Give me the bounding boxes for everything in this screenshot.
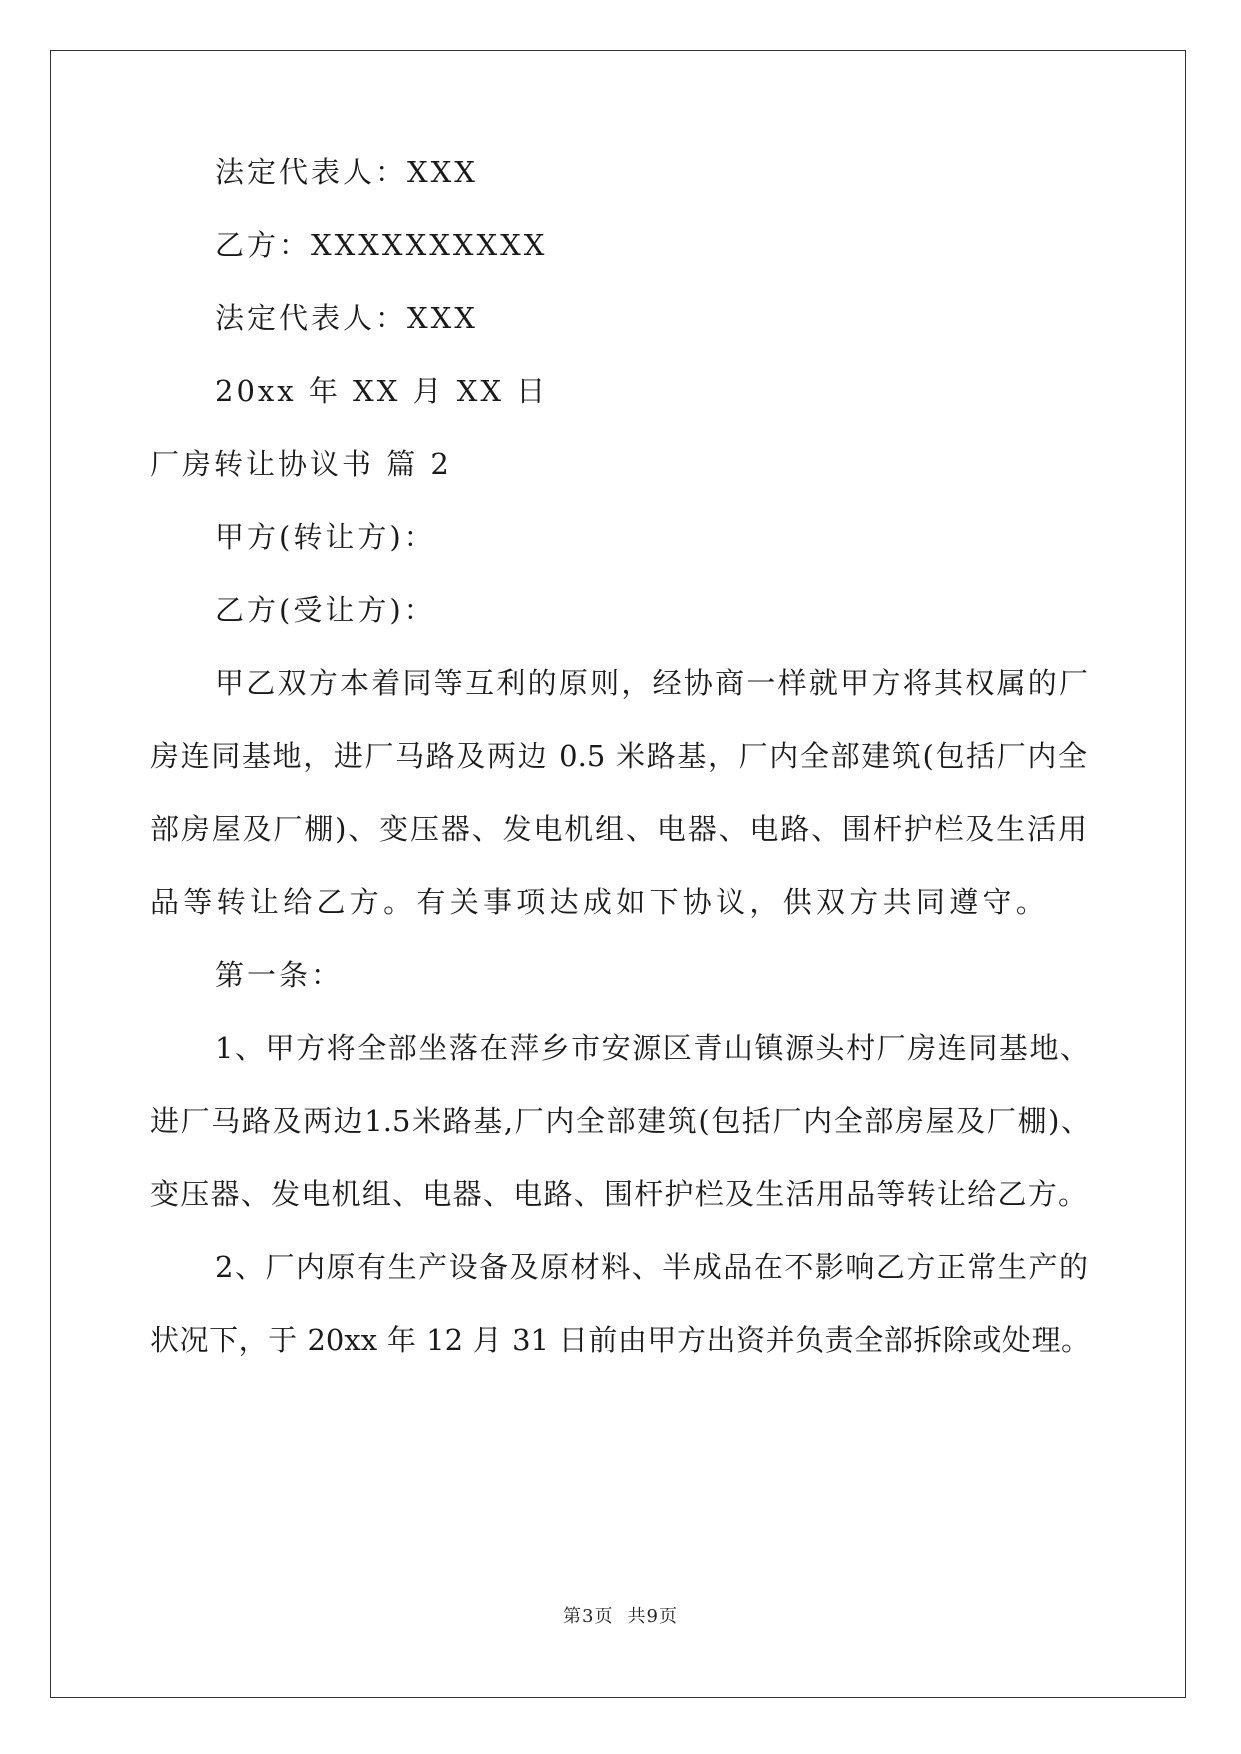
clause-1-line-3: 变压器、发电机组、电器、电路、围杆护栏及生活用品等转让给乙方。 — [150, 1177, 1087, 1211]
clause-1-line-1: 1、甲方将全部坐落在萍乡市安源区青山镇源头村厂房连同基地、 — [215, 1031, 1089, 1065]
party-b-line: 乙方：XXXXXXXXXX — [215, 228, 548, 262]
intro-paragraph-line-2: 房连同基地，进厂马路及两边 0.5 米路基，厂内全部建筑(包括厂内全 — [150, 739, 1087, 773]
section-title: 厂房转让协议书 篇 2 — [150, 447, 452, 481]
legal-rep-b-line: 法定代表人：XXX — [215, 301, 478, 335]
intro-paragraph-line-1: 甲乙双方本着同等互利的原则，经协商一样就甲方将其权属的厂 — [215, 666, 1088, 700]
legal-rep-a-line: 法定代表人：XXX — [215, 155, 478, 189]
page-number: 第3页 — [563, 1606, 614, 1627]
page-total: 共9页 — [627, 1606, 678, 1627]
intro-paragraph-line-4: 品等转让给乙方。有关事项达成如下协议，供双方共同遵守。 — [150, 885, 1050, 919]
party-b-transferee-line: 乙方(受让方)： — [215, 593, 436, 627]
article-one-heading: 第一条： — [215, 958, 344, 992]
page-footer — [0, 1602, 1241, 1628]
party-a-transferor-line: 甲方(转让方)： — [215, 520, 436, 554]
clause-2-line-2: 状况下，于 20xx 年 12 月 31 日前由甲方出资并负责全部拆除或处理。 — [150, 1323, 1090, 1357]
clause-1-line-2: 进厂马路及两边1.5米路基,厂内全部建筑(包括厂内全部房屋及厂棚)、 — [150, 1104, 1090, 1138]
clause-2-line-1: 2、厂内原有生产设备及原材料、半成品在不影响乙方正常生产的 — [215, 1250, 1088, 1284]
date-line: 20xx 年 XX 月 XX 日 — [215, 374, 549, 408]
intro-paragraph-line-3: 部房屋及厂棚)、变压器、发电机组、电器、电路、围杆护栏及生活用 — [150, 812, 1087, 846]
